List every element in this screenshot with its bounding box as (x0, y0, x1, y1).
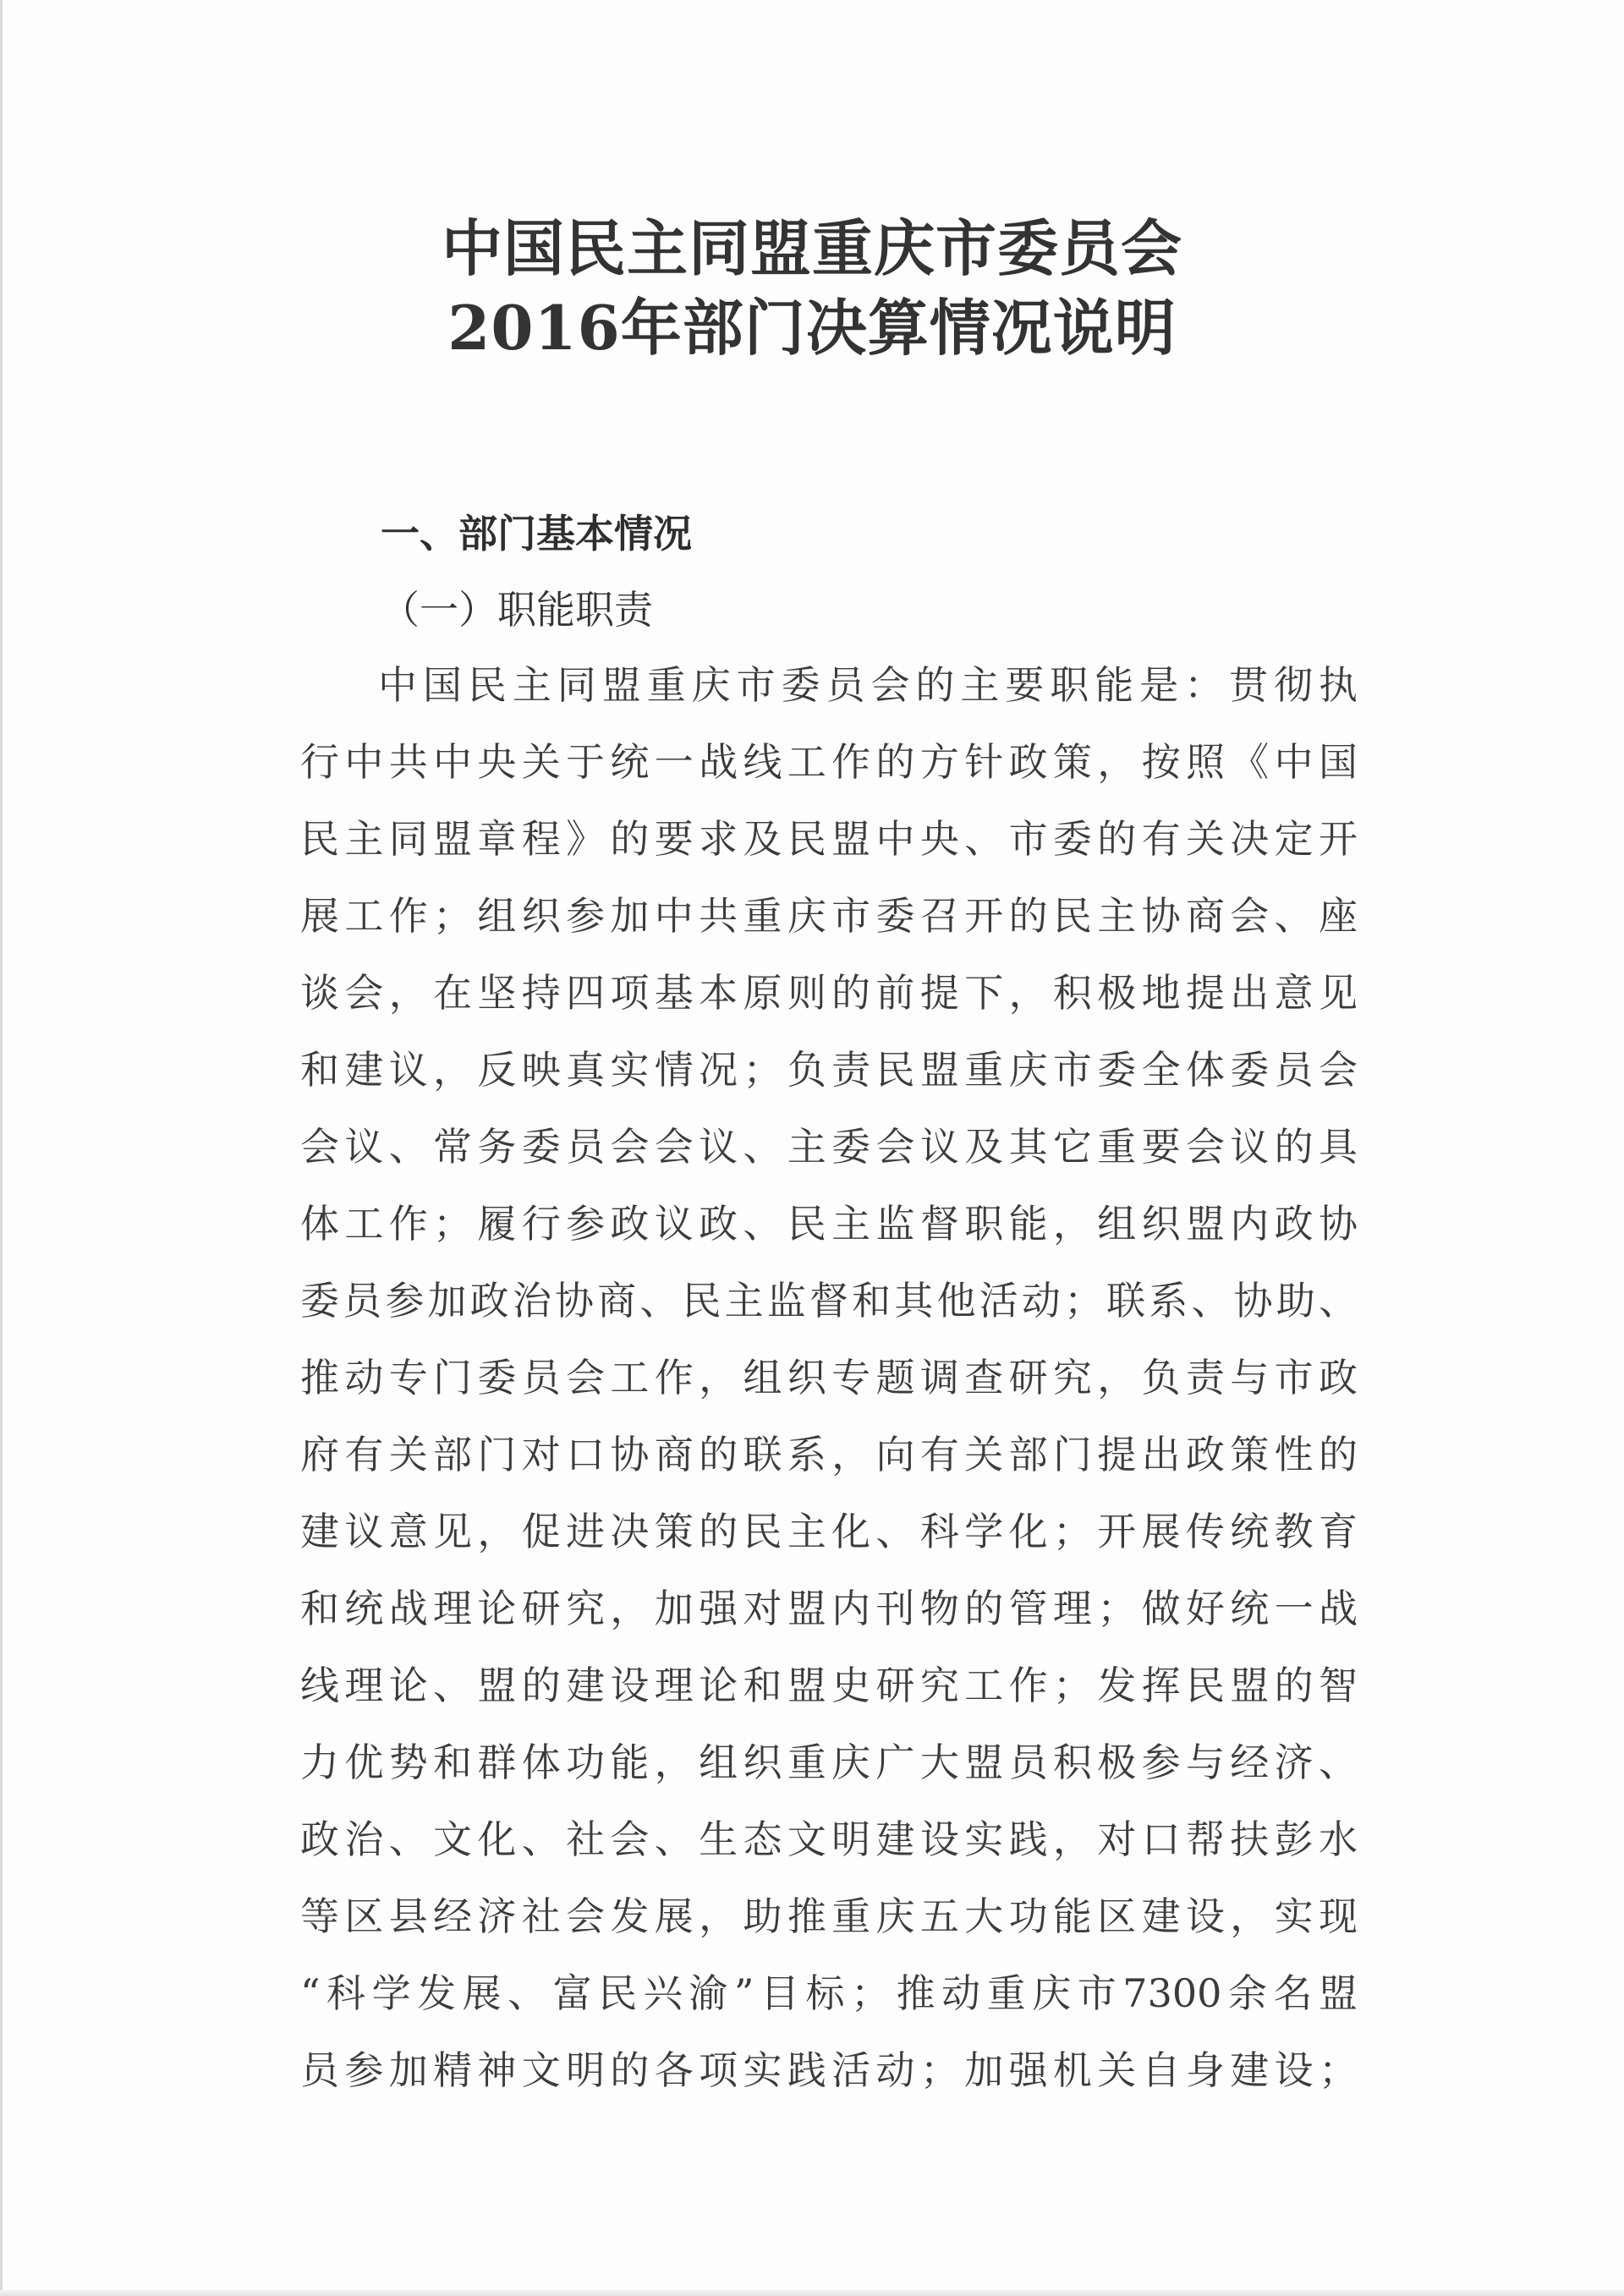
body-line: 建议意见，促进决策的民主化、科学化；开展传统教育 (300, 1509, 1358, 1554)
body-line: “科学发展、富民兴渝”目标；推动重庆市7300余名盟 (300, 1970, 1358, 2016)
body-line: 中国民主同盟重庆市委员会的主要职能是：贯彻执 (378, 662, 1358, 708)
scan-edge-bottom (0, 2290, 1624, 2296)
body-line: 会议、常务委员会会议、主委会议及其它重要会议的具 (300, 1124, 1358, 1170)
body-line: 谈会，在坚持四项基本原则的前提下，积极地提出意见 (300, 970, 1358, 1016)
body-line: 推动专门委员会工作，组织专题调查研究，负责与市政 (300, 1355, 1358, 1400)
body-line: 民主同盟章程》的要求及民盟中央、市委的有关决定开 (300, 816, 1358, 862)
document-title-line-1: 中国民主同盟重庆市委员会 (441, 212, 1182, 284)
body-line: 员参加精神文明的各项实践活动；加强机关自身建设； (300, 2047, 1358, 2093)
body-line: 委员参加政治协商、民主监督和其他活动；联系、协助、 (300, 1278, 1358, 1323)
body-line: 和建议，反映真实情况；负责民盟重庆市委全体委员会 (300, 1047, 1358, 1093)
body-line: 展工作；组织参加中共重庆市委召开的民主协商会、座 (300, 893, 1358, 939)
body-line: 力优势和群体功能，组织重庆广大盟员积极参与经济、 (300, 1740, 1358, 1785)
body-line: 等区县经济社会发展，助推重庆五大功能区建设，实现 (300, 1893, 1358, 1939)
body-line: 体工作；履行参政议政、民主监督职能，组织盟内政协 (300, 1201, 1358, 1247)
body-line: 和统战理论研究，加强对盟内刊物的管理；做好统一战 (300, 1586, 1358, 1631)
body-paragraph (300, 647, 1358, 2109)
body-line: 政治、文化、社会、生态文明建设实践，对口帮扶彭水 (300, 1817, 1358, 1862)
scan-edge-left (0, 0, 3, 2296)
document-title-line-2: 2016年部门决算情况说明 (447, 292, 1177, 364)
subsection-heading: （一）职能职责 (381, 587, 653, 633)
section-heading: 一、部门基本情况 (381, 511, 692, 556)
body-line: 线理论、盟的建设理论和盟史研究工作；发挥民盟的智 (300, 1663, 1358, 1708)
body-line: 府有关部门对口协商的联系，向有关部门提出政策性的 (300, 1432, 1358, 1477)
body-line: 行中共中央关于统一战线工作的方针政策，按照《中国 (300, 739, 1358, 785)
